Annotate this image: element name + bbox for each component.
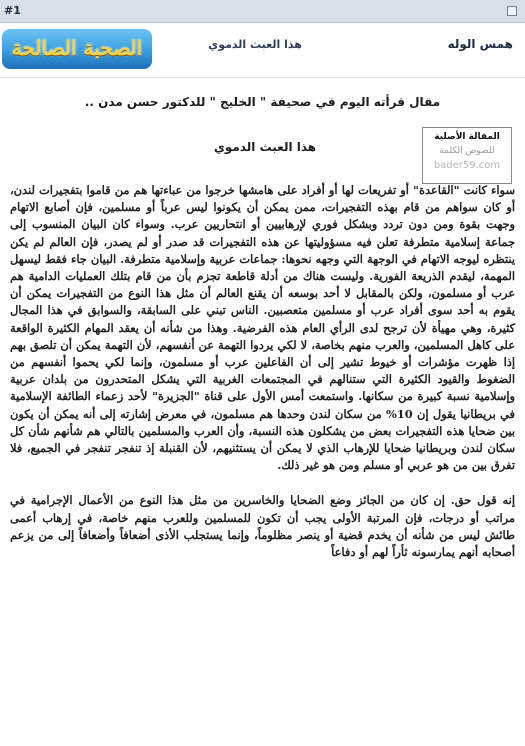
article-paragraph: إنه قول حق. إن كان من الجائز وضع الضحايا والخاسرين من مثل هذا النوع من الأعمال الإجرامية في مراتب أو درجات، فإن المرتبة الأولى يجب أن تكون للمسلمين وللعرب منهم خاصة، في إرهاب أعمى طائش ليس من شأنه أن يخدم قضية أو ينصر مظلوماً، وإنما يستجلب الأذى أضعافاً وأضعافاً إلى من يزعم أصحابه أنهم يمارسونه ثأراً لهم أو دفاعاً: [10, 493, 515, 560]
stamp-title: المقالة الأصلية: [434, 132, 500, 142]
post-intro: مقال قرأته اليوم في صحيفة " الخليج " للدكتور حسن مدن ..: [84, 95, 441, 109]
post-author[interactable]: همس الوله: [447, 37, 513, 51]
article-title: هذا العبث الدموي: [213, 140, 317, 154]
forum-logo-text: الصحبة الصالحة: [11, 36, 143, 60]
source-stamp: [422, 127, 512, 184]
thread-title: هذا العبث الدموي: [208, 38, 302, 51]
stamp-url: bader59.com: [433, 160, 501, 171]
post-title-row: [0, 23, 525, 78]
stamp-subtitle: للصوص الكلمة: [439, 146, 495, 156]
post-header-bar: [0, 0, 525, 23]
article-body: [10, 182, 515, 579]
forum-logo[interactable]: [2, 29, 152, 69]
post-number[interactable]: #1: [4, 4, 21, 17]
post-icon: [507, 6, 517, 16]
article-paragraph: سواء كانت "القاعدة" أو تفريعات لها أو أفراد على هامشها خرجوا من عباءتها هم من قاموا بتفجيرات لندن، أو كان سواهم من قام بهذه التفجيرات، ممن يمكن أن يكونوا ليس عرباً أو مسلمين، فإن أصابع الاتهام وجهت بقوة ومن دون تردد وبشكل فوري لإرهابيين أو انتحاريين عرب. وسواء كان البيان المنسوب إلى جماعة إسلامية متطرفة تعلن فيه مسؤوليتها عن هذه التفجيرات قد صدر أو لم يصدر، فإن العالم لم يكن ينتظره ليوجه الاتهام في الوجهة التي وجهه نحوها: جماعات عربية وإسلامية متطرفة. البيان جاء فقط ليسهل المهمة، ليقدم الذريعة الفورية. وليست هناك من أدلة قاطعة تجزم بأن من قام بتلك العمليات الدامية هم عرب أو مسلمون، ولكن بالمقابل لا أحد بوسعه أن يقنع العالم أن مثل هذا النوع من التفجيرات يمكن أن يقوم به أحد سوى أفراد عرب أو مسلمين متعصبين. الناس تبني على السابقة، والسوابق في هذا المجال كثيرة، وهي مهيأة لأن ترجح لدى الرأي العام هذه الفرضية. وهذا من شأنه أن يعقد المهام الكثيرة الواقعة على كاهل المسلمين، والعرب منهم بخاصة، لا لكي يردوا التهمة عن أنفسهم، لأن التهمة يمكن أن تلصق بهم إذا ظهرت مؤشرات أو خيوط تشير إلى أن الفاعلين عرب أو مسلمون، وإنما لكي يحموا أنفسهم من الضغوط والقيود الكثيرة التي ستنالهم في المجتمعات الغربية التي يشكل المتحدرون من بلدان عربية وإسلامية نسبة كبيرة من سكانها. واستمعت أمس الأول على قناة "الجزيرة" لأحد زعماء الطائفة الإسلامية في بريطانيا يقول إن 10% من سكان لندن وحدها هم مسلمون، في معرض إشارته إلى أنه يمكن أن يكون بين ضحايا هذه التفجيرات بعض من يشكلون هذه النسبة، وأن العرب والمسلمين بالتالي هم شأنهم شأن كل سكان لندن وبريطانيا ضحايا للإرهاب الذي لا يمكن أن يستثنيهم، لأن القنبلة إذ تنفجر تنفجر في الجميع، فلا تفرق بين من هو عربي أو مسلم ومن هو غير ذلك.: [10, 183, 515, 473]
